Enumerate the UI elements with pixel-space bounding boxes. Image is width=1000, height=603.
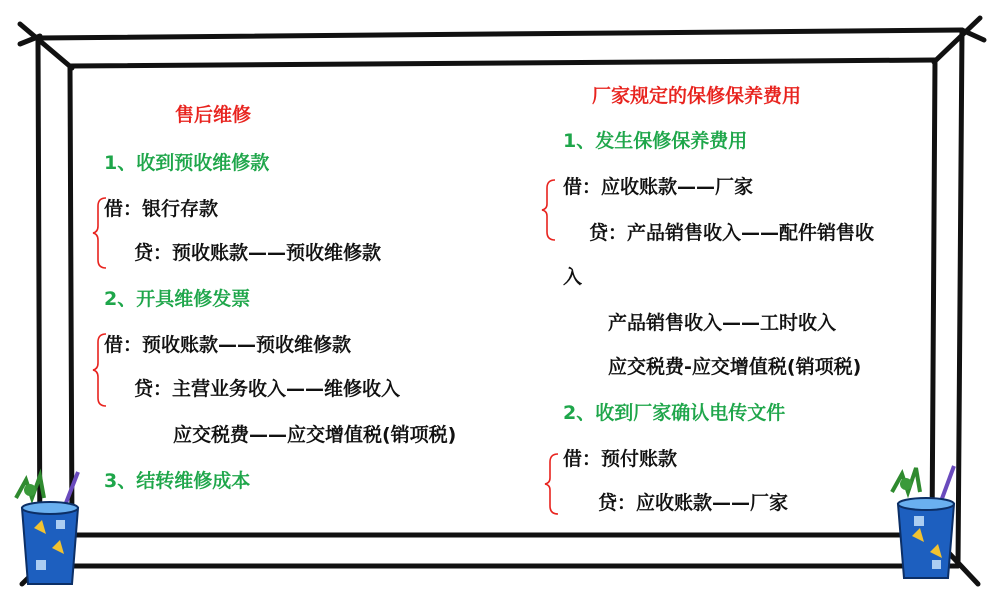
iced-drink-icon: [12, 468, 88, 592]
right-entry-1-credit-2: 产品销售收入——工时收入: [608, 312, 837, 334]
right-step-1: 1、发生保修保养费用: [563, 130, 748, 152]
right-entry-1-credit: 贷：产品销售收入——配件销售收: [589, 222, 875, 244]
brace-icon: [541, 178, 557, 242]
left-step-2: 2、开具维修发票: [104, 288, 251, 310]
right-entry-1-credit-wrap: 入: [563, 266, 583, 288]
iced-drink-icon: [888, 462, 964, 586]
brace-icon: [544, 452, 560, 516]
right-entry-1-debit: 借：应收账款——厂家: [563, 176, 754, 198]
left-step-3: 3、结转维修成本: [104, 470, 251, 492]
right-section-title: 厂家规定的保修保养费用: [592, 85, 802, 107]
right-entry-2-credit: 贷：应收账款——厂家: [598, 492, 789, 514]
left-entry-2-debit: 借：预收账款——预收维修款: [104, 334, 352, 356]
left-step-1: 1、收到预收维修款: [104, 152, 270, 174]
left-section-title: 售后维修: [175, 104, 252, 126]
left-entry-2-credit-2: 应交税费——应交增值税(销项税): [173, 424, 457, 446]
left-entry-1-credit: 贷：预收账款——预收维修款: [134, 242, 382, 264]
left-entry-1-debit: 借：银行存款: [104, 198, 219, 220]
left-entry-2-credit: 贷：主营业务收入——维修收入: [134, 378, 401, 400]
right-step-2: 2、收到厂家确认电传文件: [563, 402, 786, 424]
right-entry-1-credit-3: 应交税费-应交增值税(销项税): [608, 356, 862, 378]
right-entry-2-debit: 借：预付账款: [563, 448, 678, 470]
